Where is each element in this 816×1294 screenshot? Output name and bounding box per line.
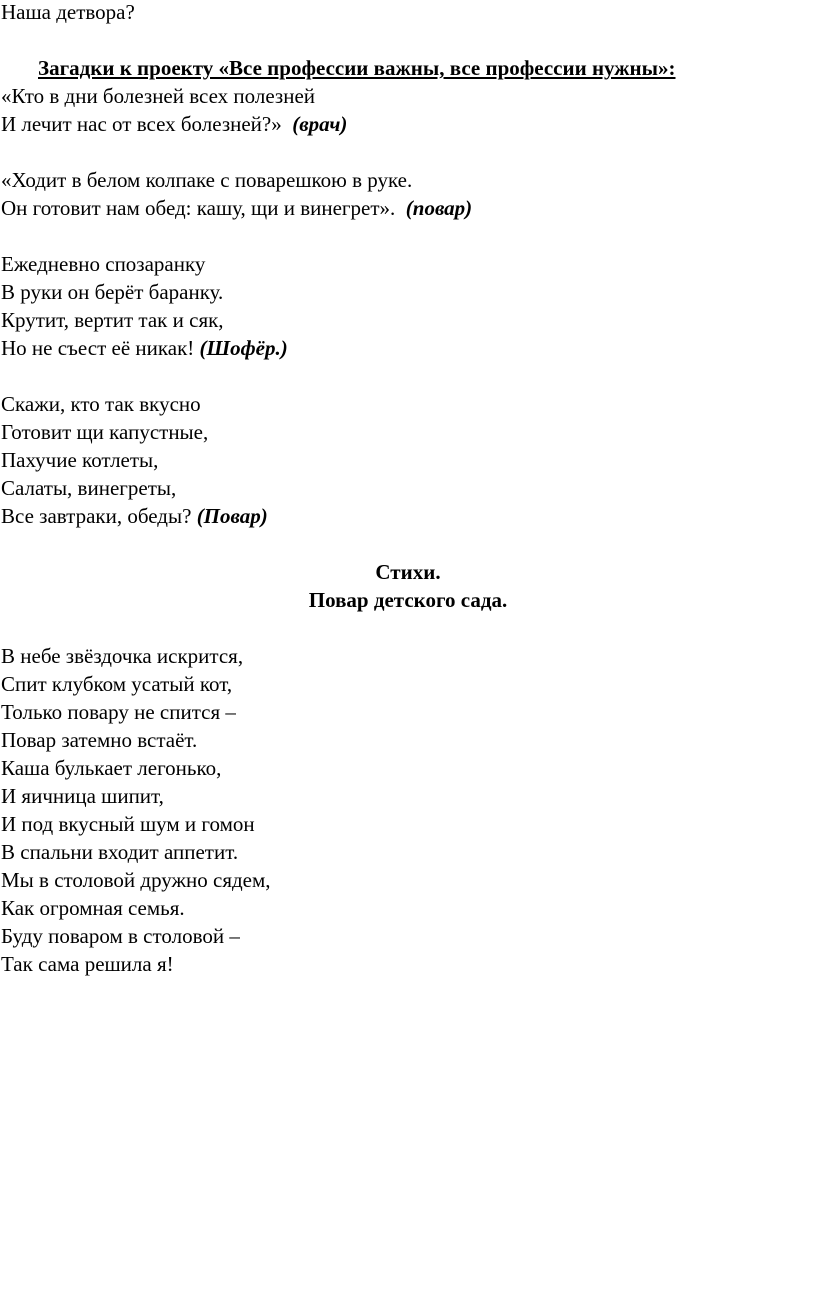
riddle-line: «Ходит в белом колпаке с поварешкою в руке. bbox=[1, 168, 413, 192]
riddle-answer: (Шофёр.) bbox=[199, 336, 288, 360]
riddles-heading: Загадки к проекту «Все профессии важны, все профессии нужны»: bbox=[38, 56, 676, 80]
riddle-line: Крутит, вертит так и сяк, bbox=[1, 308, 224, 332]
poem-line: Так сама решила я! bbox=[1, 952, 174, 976]
poem-line: Мы в столовой дружно сядем, bbox=[1, 868, 271, 892]
poems-section-title: Стихи. bbox=[375, 560, 441, 584]
riddle-cook-2 bbox=[0, 390, 816, 530]
blank-line bbox=[0, 138, 816, 166]
riddle-line-with-answer bbox=[0, 334, 816, 362]
riddle-driver bbox=[0, 250, 816, 362]
riddle-answer: (врач) bbox=[292, 112, 348, 136]
poem-title: Повар детского сада. bbox=[308, 588, 508, 612]
poem-line: Повар затемно встаёт. bbox=[1, 728, 198, 752]
poem-line: И под вкусный шум и гомон bbox=[1, 812, 255, 836]
blank-line bbox=[0, 26, 816, 54]
riddle-line: И лечит нас от всех болезней?» bbox=[1, 112, 282, 136]
riddle-line: Все завтраки, обеды? bbox=[1, 504, 192, 528]
poem-line: Каша булькает легонько, bbox=[1, 756, 222, 780]
riddle-line-with-answer bbox=[0, 194, 816, 222]
riddle-line: В руки он берёт баранку. bbox=[1, 280, 224, 304]
blank-line bbox=[0, 222, 816, 250]
poem-line: И яичница шипит, bbox=[1, 784, 164, 808]
intro-line: Наша детвора? bbox=[1, 0, 135, 24]
poem-line: Спит клубком усатый кот, bbox=[1, 672, 233, 696]
riddle-line-with-answer bbox=[0, 502, 816, 530]
riddle-line: Пахучие котлеты, bbox=[1, 448, 159, 472]
poem-body bbox=[0, 642, 816, 978]
poem-line: Только повару не спится – bbox=[1, 700, 236, 724]
riddle-line: Ежедневно спозаранку bbox=[1, 252, 206, 276]
poem-line: Как огромная семья. bbox=[1, 896, 185, 920]
riddle-line: Но не съест её никак! bbox=[1, 336, 195, 360]
poem-line: В небе звёздочка искрится, bbox=[1, 644, 244, 668]
riddle-doctor bbox=[0, 82, 816, 138]
blank-line bbox=[0, 362, 816, 390]
riddle-line: Готовит щи капустные, bbox=[1, 420, 209, 444]
poem-line: Буду поваром в столовой – bbox=[1, 924, 240, 948]
riddle-answer: (Повар) bbox=[196, 504, 268, 528]
blank-line bbox=[0, 614, 816, 642]
riddle-answer: (повар) bbox=[405, 196, 473, 220]
riddle-line-with-answer bbox=[0, 110, 816, 138]
riddle-cook-1 bbox=[0, 166, 816, 222]
poem-line: В спальни входит аппетит. bbox=[1, 840, 239, 864]
riddle-line: Он готовит нам обед: кашу, щи и винегрет». bbox=[1, 196, 396, 220]
blank-line bbox=[0, 530, 816, 558]
riddle-line: Салаты, винегреты, bbox=[1, 476, 177, 500]
riddle-line: Скажи, кто так вкусно bbox=[1, 392, 201, 416]
riddle-line: «Кто в дни болезней всех полезней bbox=[1, 84, 316, 108]
